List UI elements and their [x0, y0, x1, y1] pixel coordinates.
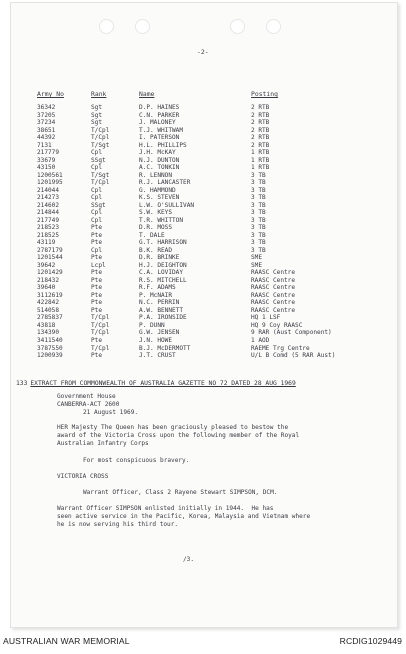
name-cell: P. McNAIR — [139, 291, 173, 299]
posting-cell: 3 TB — [251, 239, 266, 247]
gazette-paragraph-2: For most conspicuous bravery. — [83, 457, 190, 464]
rank-cell: Cpl — [91, 164, 103, 172]
name-cell: R.F. ADAMS — [139, 284, 176, 292]
army-no-cell: 36342 — [37, 104, 56, 111]
posting-cell: HQ 1 LSF — [251, 314, 281, 322]
posting-cell: 3 TB — [251, 231, 266, 239]
award-recipient: Warrant Officer, Class 2 Rayene Stewart SIMPSON, DCM. — [83, 489, 278, 496]
army-no-cell: 214602 — [37, 201, 60, 209]
posting-cell: 1 RTB — [251, 149, 270, 157]
rank-cell: T/Cpl — [91, 314, 110, 322]
header-army-no: Army No — [37, 90, 64, 98]
posting-cell: 9 RAR (Aust Component) — [251, 329, 332, 337]
army-no-cell: 514058 — [37, 306, 60, 314]
posting-cell: 3 TB — [251, 179, 266, 187]
rank-cell: T/Cpl — [91, 126, 110, 134]
army-no-cell: 3112619 — [37, 291, 63, 299]
posting-cell: 3 TB — [251, 201, 266, 209]
footer-institution: AUSTRALIAN WAR MEMORIAL — [3, 636, 130, 646]
name-cell: P. DUNN — [139, 321, 165, 329]
posting-column — [251, 104, 401, 360]
rank-cell: Pte — [91, 231, 103, 239]
name-cell: T. DALE — [139, 231, 165, 239]
name-cell: P.A. IRONSIDE — [139, 314, 187, 322]
army-no-cell: 3411540 — [37, 336, 63, 344]
army-no-cell: 218523 — [37, 224, 60, 232]
posting-cell: 2 RTB — [251, 119, 270, 127]
header-posting: Posting — [251, 90, 278, 98]
extract-number: 133 — [16, 380, 28, 387]
name-cell: S.W. KEYS — [139, 209, 173, 217]
army-no-cell: 44392 — [37, 134, 56, 142]
header-name: Name — [139, 90, 155, 98]
rank-cell: Cpl — [91, 194, 103, 202]
posting-cell: SME — [251, 261, 263, 269]
footer-record-id: RCDIG1029449 — [339, 636, 402, 646]
army-no-cell: 214844 — [37, 209, 60, 217]
rank-cell: Pte — [91, 352, 103, 360]
name-cell: K.S. STEVEN — [139, 194, 180, 202]
army-no-cell: 217749 — [37, 216, 60, 224]
document-page — [10, 2, 398, 628]
army-no-cell: 2787179 — [37, 246, 63, 254]
posting-cell: RAASC Centre — [251, 269, 296, 277]
rank-cell: T/Cpl — [91, 329, 110, 337]
rank-cell: Pte — [91, 254, 103, 262]
award-title: VICTORIA CROSS — [57, 473, 109, 480]
posting-cell: 3 TB — [251, 209, 266, 217]
rank-cell: Cpl — [91, 246, 103, 254]
posting-cell: HQ 9 Coy RAASC — [251, 321, 303, 329]
rank-cell: Sgt — [91, 119, 103, 127]
army-no-cell: 1201544 — [37, 254, 63, 262]
rank-cell: Pte — [91, 224, 103, 232]
rank-cell: Cpl — [91, 186, 103, 194]
name-cell: N.C. PERRIN — [139, 299, 180, 307]
name-cell: L.W. O'SULLIVAN — [139, 201, 195, 209]
rank-cell: Pte — [91, 299, 103, 307]
name-cell: H.J. DEIGHTON — [139, 261, 187, 269]
posting-cell: U/L B Comd (5 RAR Aust) — [251, 352, 336, 360]
rank-cell: Pte — [91, 284, 103, 292]
army-no-cell: 3787550 — [37, 344, 63, 352]
rank-cell: Cpl — [91, 149, 103, 157]
army-no-cell: 39642 — [37, 261, 56, 269]
gazette-paragraph-3: Warrant Officer SIMPSON enlisted initially in 1944. He has seen active service in the Pacific, Korea, Malaysia and Vietnam where he is now serving his third tour. — [57, 505, 311, 529]
posting-cell: 2 RTB — [251, 126, 270, 134]
name-cell: J.T. CRUST — [139, 352, 176, 360]
rank-cell: Pte — [91, 269, 103, 277]
header-rank: Rank — [91, 90, 107, 98]
name-cell: I. PATERSON — [139, 134, 180, 142]
army-no-cell: 214044 — [37, 186, 60, 194]
name-cell: C.N. PARKER — [139, 111, 180, 119]
name-cell: A.W. BENNETT — [139, 306, 184, 314]
name-cell: R. LENNON — [139, 171, 173, 179]
rank-cell: Lcpl — [91, 261, 106, 269]
army-no-cell: 1200561 — [37, 171, 63, 179]
posting-cell: 1 RTB — [251, 156, 270, 164]
name-cell: R.J. LANCASTER — [139, 179, 191, 187]
rank-cell: T/Cpl — [91, 344, 110, 352]
rank-column — [91, 104, 136, 360]
army-no-cell: 43150 — [37, 164, 56, 172]
army-no-cell: 38651 — [37, 126, 56, 134]
gazette-address-line-2: CANBERRA-ACT 2600 — [57, 401, 120, 408]
posting-cell: RAASC Centre — [251, 284, 296, 292]
posting-cell: RAASC Centre — [251, 306, 296, 314]
posting-cell: 1 AOD — [251, 336, 270, 344]
army-no-cell: 217779 — [37, 149, 60, 157]
posting-cell: RAASC Centre — [251, 276, 296, 284]
name-cell: T.J. WHITWAM — [139, 126, 184, 134]
name-cell: D.P. HAINES — [139, 104, 180, 111]
extract-title: EXTRACT FROM COMMONWEALTH OF AUSTRALIA GAZETTE NO 72 DATED 28 AUG 1969 — [30, 380, 296, 387]
rank-cell: Sgt — [91, 111, 103, 119]
rank-cell: T/Cpl — [91, 179, 110, 187]
army-no-cell: 134390 — [37, 329, 60, 337]
rank-cell: T/Sgt — [91, 171, 110, 179]
posting-cell: 3 TB — [251, 186, 266, 194]
army-no-cell: 37234 — [37, 119, 56, 127]
posting-cell: 2 RTB — [251, 104, 270, 111]
name-cell: G.T. HARRISON — [139, 239, 187, 247]
name-cell: H.L. PHILLIPS — [139, 141, 187, 149]
posting-cell: 3 TB — [251, 246, 266, 254]
gazette-address-line-1: Government House — [57, 393, 116, 400]
name-cell: B.J. McDERMOTT — [139, 344, 191, 352]
rank-cell: Sgt — [91, 104, 103, 111]
extract-heading — [16, 380, 296, 387]
posting-cell: 3 TB — [251, 194, 266, 202]
army-no-cell: 43119 — [37, 239, 56, 247]
punch-hole-icon — [135, 19, 150, 34]
rank-cell: T/Cpl — [91, 134, 110, 142]
name-cell: G. HAMMOND — [139, 186, 176, 194]
name-cell: J. MALONEY — [139, 119, 176, 127]
posting-cell: RAASC Centre — [251, 291, 296, 299]
army-no-cell: 1201995 — [37, 179, 63, 187]
rank-cell: T/Cpl — [91, 321, 110, 329]
name-cell: R.S. MITCHELL — [139, 276, 187, 284]
army-no-cell: 37205 — [37, 111, 56, 119]
army-no-column — [37, 104, 77, 360]
posting-cell: 1 RTB — [251, 164, 270, 172]
name-cell: A.C. TONKIN — [139, 164, 180, 172]
name-cell: T.R. WHITTON — [139, 216, 184, 224]
name-column — [139, 104, 249, 360]
name-cell: C.A. LOVIDAY — [139, 269, 184, 277]
punch-hole-icon — [266, 19, 281, 34]
posting-cell: 3 TB — [251, 224, 266, 232]
posting-cell: SME — [251, 254, 263, 262]
rank-cell: Cpl — [91, 209, 103, 217]
army-no-cell: 218525 — [37, 231, 60, 239]
army-no-cell: 43818 — [37, 321, 56, 329]
rank-cell: Pte — [91, 239, 103, 247]
posting-cell: RAASC Centre — [251, 299, 296, 307]
punch-hole-icon — [230, 19, 245, 34]
army-no-cell: 39640 — [37, 284, 56, 292]
rank-cell: T/Sgt — [91, 141, 110, 149]
army-no-cell: 1201429 — [37, 269, 63, 277]
name-cell: D.R. MOSS — [139, 224, 173, 232]
army-no-cell: 214273 — [37, 194, 60, 202]
name-cell: N.J. DUNTON — [139, 156, 180, 164]
gazette-date: 21 August 1969. — [83, 409, 139, 416]
punch-hole-icon — [99, 19, 114, 34]
posting-cell: RAEME Trg Centre — [251, 344, 310, 352]
army-no-cell: 1200939 — [37, 352, 63, 360]
army-no-cell: 33679 — [37, 156, 56, 164]
posting-cell: 2 RTB — [251, 134, 270, 142]
rank-cell: Pte — [91, 291, 103, 299]
name-cell: G.W. JENSEN — [139, 329, 180, 337]
page-number: -2- — [197, 48, 209, 56]
army-no-cell: 218432 — [37, 276, 60, 284]
posting-cell: 3 TB — [251, 171, 266, 179]
posting-cell: 2 RTB — [251, 111, 270, 119]
rank-cell: Pte — [91, 276, 103, 284]
rank-cell: Pte — [91, 306, 103, 314]
rank-cell: SSgt — [91, 156, 106, 164]
rank-cell: SSgt — [91, 201, 106, 209]
name-cell: D.R. BRINKE — [139, 254, 180, 262]
army-no-cell: 7131 — [37, 141, 52, 149]
army-no-cell: 422842 — [37, 299, 60, 307]
posting-cell: 2 RTB — [251, 141, 270, 149]
posting-cell: 3 TB — [251, 216, 266, 224]
next-page-marker: /3. — [183, 556, 195, 563]
rank-cell: Cpl — [91, 216, 103, 224]
army-no-cell: 2785837 — [37, 314, 63, 322]
name-cell: J.N. HOWE — [139, 336, 173, 344]
name-cell: B.K. READ — [139, 246, 173, 254]
rank-cell: Pte — [91, 336, 103, 344]
name-cell: J.H. McKAY — [139, 149, 176, 157]
gazette-paragraph-1: HER Majesty The Queen has been graciously pleased to bestow the award of the Victoria Cross upon the following member of the Royal Australian Infantry Corps — [57, 424, 300, 448]
